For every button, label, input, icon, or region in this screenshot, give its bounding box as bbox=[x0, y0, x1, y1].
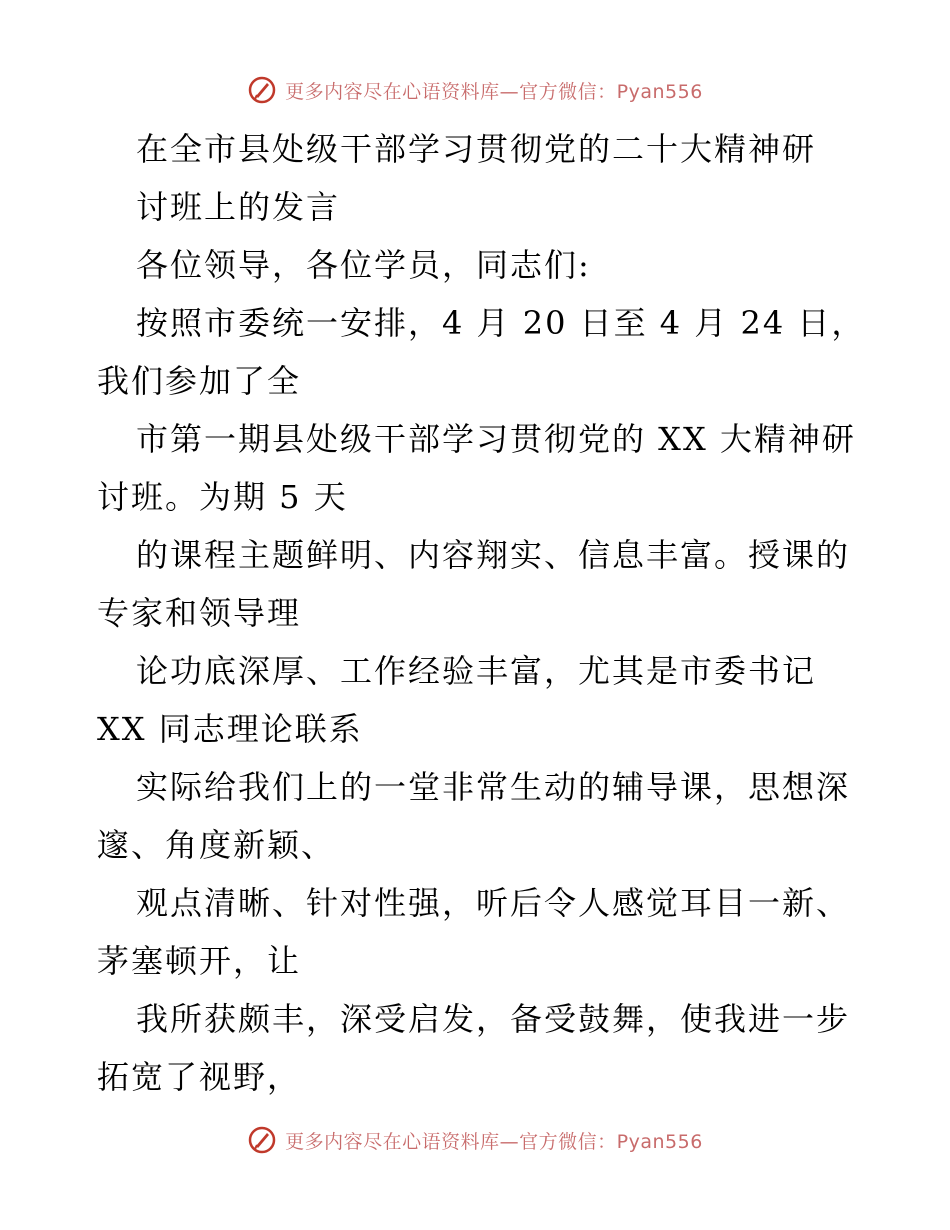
header-banner bbox=[0, 70, 950, 110]
paragraph-line: 讨班。为期 5 天 bbox=[97, 478, 348, 516]
document-body bbox=[97, 120, 866, 1106]
paragraph-line: 市第一期县处级干部学习贯彻党的 XX 大精神研 bbox=[136, 420, 856, 458]
paragraph-line: 专家和领导理 bbox=[97, 594, 302, 632]
paragraph-line: 我所获颇丰，深受启发，备受鼓舞，使我进一步 bbox=[136, 1000, 851, 1038]
salutation: 各位领导，各位学员，同志们: bbox=[136, 246, 591, 284]
paragraph-line: 按照市委统一安排，4 月 20 日至 4 月 24 日， bbox=[136, 304, 866, 342]
paragraph-line: XX 同志理论联系 bbox=[97, 710, 363, 748]
title-line-2: 讨班上的发言 bbox=[136, 188, 341, 226]
footer-banner bbox=[0, 1120, 950, 1160]
quill-pen-logo-icon bbox=[247, 1125, 277, 1155]
paragraph-line: 我们参加了全 bbox=[97, 362, 302, 400]
title-line-1: 在全市县处级干部学习贯彻党的二十大精神研 bbox=[136, 130, 817, 168]
paragraph-line: 实际给我们上的一堂非常生动的辅导课，思想深 bbox=[136, 768, 851, 806]
paragraph-line: 邃、角度新颖、 bbox=[97, 826, 336, 864]
banner-text: 更多内容尽在心语资料库—官方微信：Pyan556 bbox=[285, 80, 703, 103]
paragraph-line: 拓宽了视野， bbox=[97, 1058, 302, 1096]
paragraph-line: 茅塞顿开，让 bbox=[97, 942, 302, 980]
paragraph-line: 观点清晰、针对性强，听后令人感觉耳目一新、 bbox=[136, 884, 851, 922]
banner-text: 更多内容尽在心语资料库—官方微信：Pyan556 bbox=[285, 1130, 703, 1153]
paragraph-line: 论功底深厚、工作经验丰富，尤其是市委书记 bbox=[136, 652, 817, 690]
quill-pen-logo-icon bbox=[247, 75, 277, 105]
paragraph-line: 的课程主题鲜明、内容翔实、信息丰富。授课的 bbox=[136, 536, 851, 574]
